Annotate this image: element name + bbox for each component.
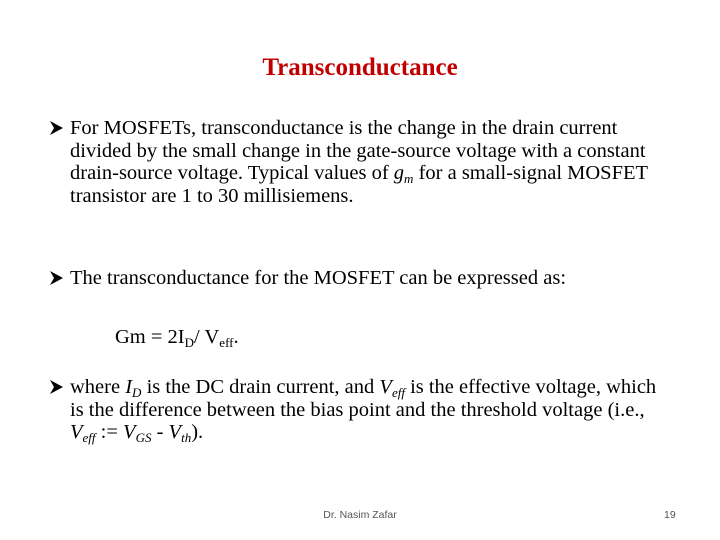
bullet-item <box>48 117 668 207</box>
bullet-text: For MOSFETs, transconductance is the change in the drain current divided by the small change in the gate-source voltage with a constant drain-source voltage. Typical values of $g_m$ for a small-signal MOSFET transistor are 1 to 30 millisiemens. <box>70 117 648 207</box>
bullet-text: The transconductance for the MOSFET can be expressed as: <box>70 267 567 289</box>
slide-title: Transconductance <box>262 54 458 81</box>
bullet-item <box>48 376 668 444</box>
arrowhead-bullet-icon <box>48 379 64 395</box>
footer-author: Dr. Nasim Zafar <box>323 509 397 521</box>
bullet-text: where $I_D$ is the DC drain current, and $V_{eff}$ is the effective voltage, which is the difference between the bias point and the threshold voltage (i.e., $V_{eff}$ := $V_{GS} - V_{th}$). <box>70 376 657 445</box>
bullet-item <box>48 267 668 290</box>
arrowhead-bullet-icon <box>48 120 64 136</box>
page-number: 19 <box>664 509 676 521</box>
transconductance-formula: $Gm = 2I_D/$ $V_{eff}$. <box>115 326 239 350</box>
arrowhead-bullet-icon <box>48 270 64 286</box>
